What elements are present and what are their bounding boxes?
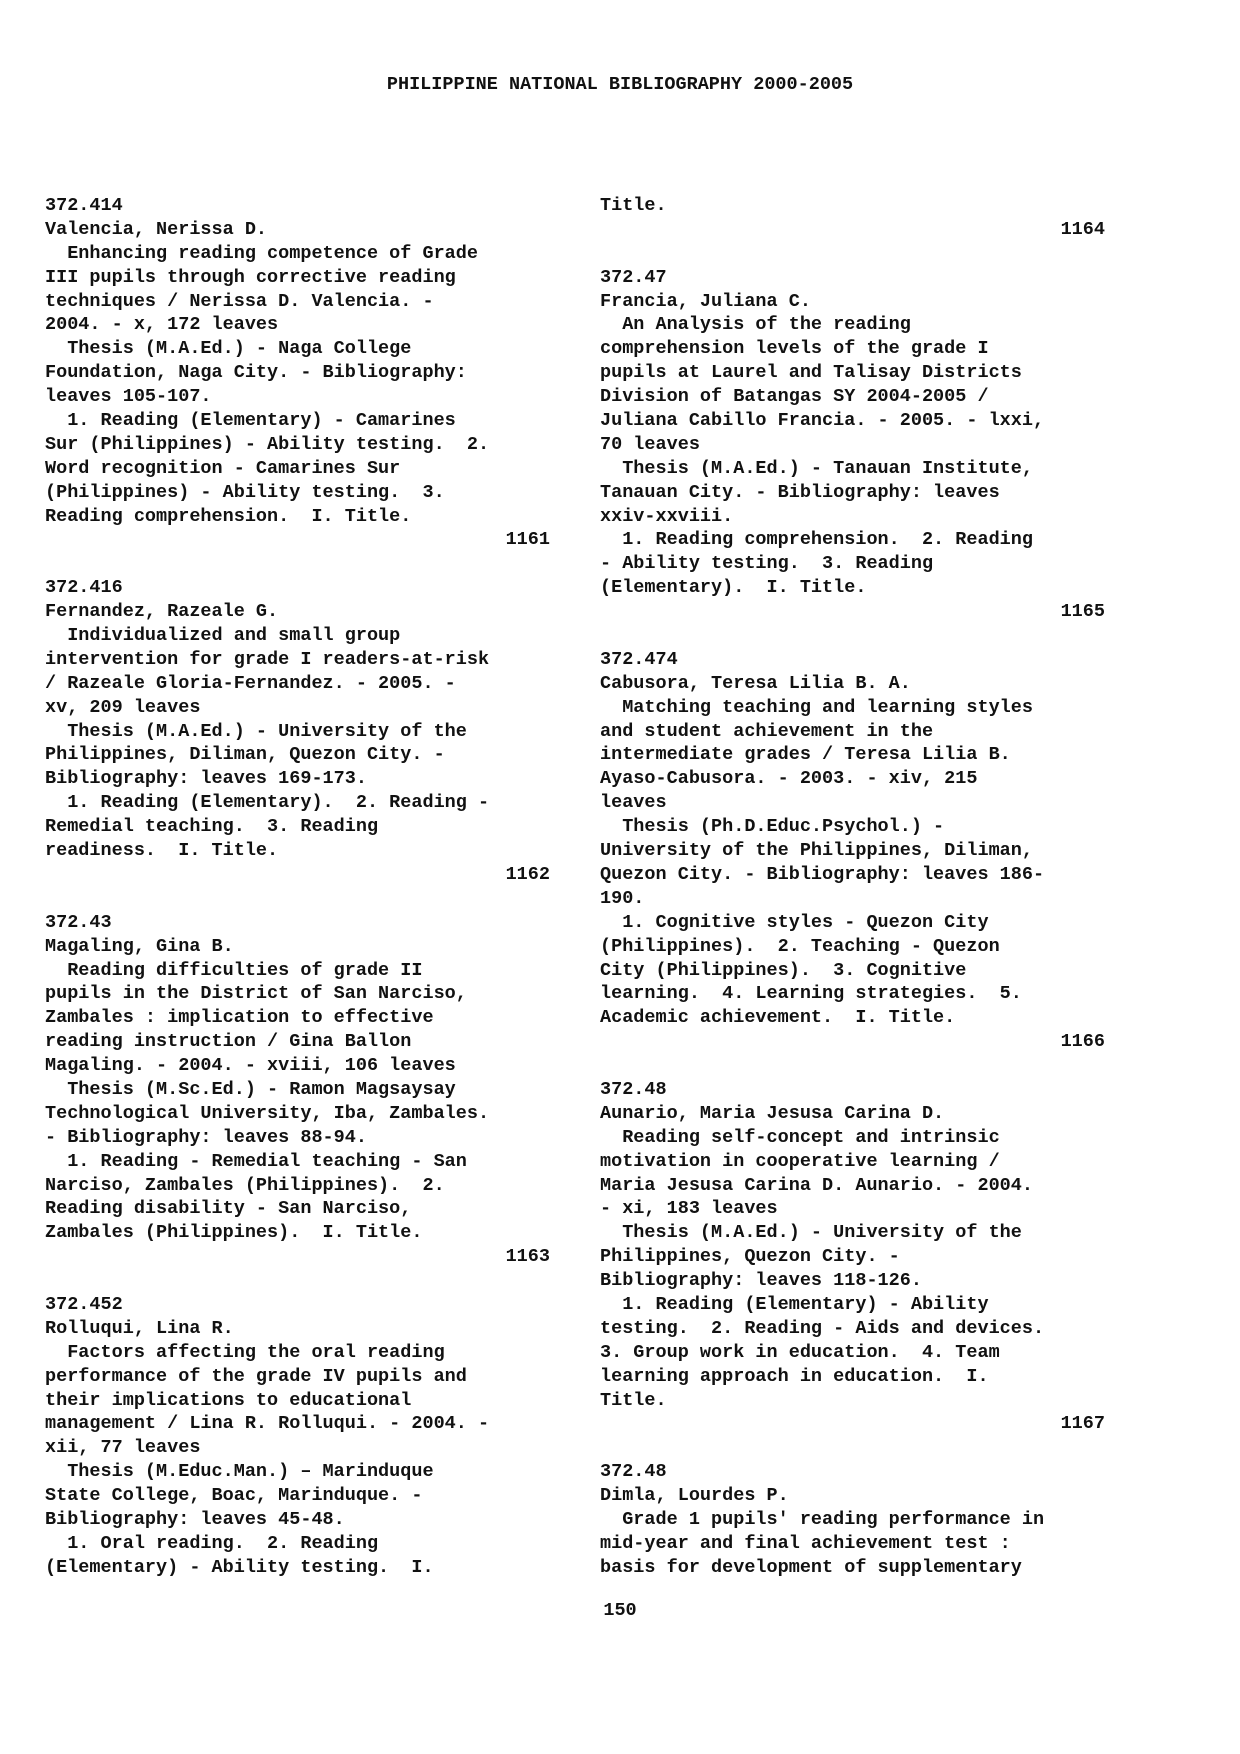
- entry-number: 1163: [505, 1246, 550, 1268]
- entry-line: Remedial teaching. 3. Reading: [45, 816, 379, 838]
- entry-line: 1. Reading (Elementary) - Camarines: [45, 410, 456, 432]
- entry-line: Reading disability - San Narciso,: [45, 1198, 412, 1220]
- entry-line: Thesis (M.A.Ed.) - Naga College: [45, 338, 412, 360]
- entry-line: (Philippines). 2. Teaching - Quezon: [600, 935, 1000, 957]
- entry-line: Thesis (M.A.Ed.) - Tanauan Institute,: [600, 457, 1033, 479]
- entry-separator: [45, 887, 550, 911]
- entry-line: 1. Reading (Elementary) - Ability: [600, 1293, 989, 1315]
- entry-line: pupils in the District of San Narciso,: [45, 983, 467, 1005]
- entry-line: Juliana Cabillo Francia. - 2005. - lxxi,: [600, 410, 1045, 432]
- entry-separator: [600, 1054, 1105, 1078]
- entry-line: Factors affecting the oral reading: [45, 1341, 445, 1363]
- entry-line: Aunario, Maria Jesusa Carina D.: [600, 1102, 945, 1124]
- entry-line: Matching teaching and learning styles: [600, 696, 1033, 718]
- entry-line: Zambales : implication to effective: [45, 1007, 434, 1029]
- entry-line: 1. Reading - Remedial teaching - San: [45, 1150, 467, 1172]
- entry-line: Rolluqui, Lina R.: [45, 1317, 234, 1339]
- entry-line: 372.474: [600, 648, 678, 670]
- entry-line: Magaling, Gina B.: [45, 935, 234, 957]
- entry-line: and student achievement in the: [600, 720, 934, 742]
- entry-line: An Analysis of the reading: [600, 314, 911, 336]
- entry-line: - Ability testing. 3. Reading: [600, 553, 934, 575]
- entry-line: reading instruction / Gina Ballon: [45, 1031, 412, 1053]
- entry-line: Tanauan City. - Bibliography: leaves: [600, 481, 1000, 503]
- entry-line: 190.: [600, 887, 645, 909]
- entry-number: 1161: [505, 529, 550, 551]
- entry-line: - xi, 183 leaves: [600, 1198, 778, 1220]
- entry-line: mid-year and final achievement test :: [600, 1532, 1011, 1554]
- entry-line: (Elementary). I. Title.: [600, 577, 867, 599]
- page-title: PHILIPPINE NATIONAL BIBLIOGRAPHY 2000-2005: [386, 74, 854, 95]
- entry-line: City (Philippines). 3. Cognitive: [600, 959, 967, 981]
- entry-line: Ayaso-Cabusora. - 2003. - xiv, 215: [600, 768, 978, 790]
- entry-line: testing. 2. Reading - Aids and devices.: [600, 1317, 1045, 1339]
- entry-line: intermediate grades / Teresa Lilia B.: [600, 744, 1011, 766]
- entry-line: basis for development of supplementary: [600, 1556, 1022, 1578]
- entry-line: xxiv-xxviii.: [600, 505, 734, 527]
- entry-line: intervention for grade I readers-at-risk: [45, 648, 490, 670]
- entry-line: Division of Batangas SY 2004-2005 /: [600, 386, 989, 408]
- entry-line: motivation in cooperative learning /: [600, 1150, 1000, 1172]
- entry-line: Fernandez, Razeale G.: [45, 601, 279, 623]
- entry-line: Francia, Juliana C.: [600, 290, 811, 312]
- entry-separator: [45, 1269, 550, 1293]
- entry-line: Dimla, Lourdes P.: [600, 1485, 789, 1507]
- entry-line: Thesis (M.Sc.Ed.) - Ramon Magsaysay: [45, 1078, 456, 1100]
- entry-line: 372.414: [45, 195, 123, 216]
- entry-separator: [600, 242, 1105, 266]
- entry-line: Sur (Philippines) - Ability testing. 2.: [45, 433, 490, 455]
- entry-line: 372.416: [45, 577, 123, 599]
- entry-line: 1. Oral reading. 2. Reading: [45, 1532, 379, 1554]
- entry-line: their implications to educational: [45, 1389, 412, 1411]
- entry-line: leaves 105-107.: [45, 386, 212, 408]
- entry-line: Individualized and small group: [45, 625, 401, 647]
- entry-line: 1. Cognitive styles - Quezon City: [600, 911, 989, 933]
- entry-line: performance of the grade IV pupils and: [45, 1365, 467, 1387]
- entry-line: Foundation, Naga City. - Bibliography:: [45, 362, 467, 384]
- entry-line: 372.48: [600, 1078, 667, 1100]
- entry-line: Academic achievement. I. Title.: [600, 1007, 956, 1029]
- entry-line: Reading difficulties of grade II: [45, 959, 423, 981]
- entry-line: Zambales (Philippines). I. Title.: [45, 1222, 423, 1244]
- entry-separator: [600, 1436, 1105, 1460]
- entry-number: 1166: [1060, 1031, 1105, 1053]
- entry-line: 372.43: [45, 911, 112, 933]
- entry-line: techniques / Nerissa D. Valencia. -: [45, 290, 434, 312]
- entry-line: readiness. I. Title.: [45, 840, 279, 862]
- entry-line: Maria Jesusa Carina D. Aunario. - 2004.: [600, 1174, 1033, 1196]
- entry-line: University of the Philippines, Diliman,: [600, 840, 1033, 862]
- entry-line: Title.: [600, 1389, 667, 1411]
- entry-line: xv, 209 leaves: [45, 696, 201, 718]
- entry-number: 1162: [505, 863, 550, 885]
- entry-line: Thesis (M.A.Ed.) - University of the: [45, 720, 467, 742]
- entry-line: Bibliography: leaves 45-48.: [45, 1508, 345, 1530]
- entry-number: 1165: [1060, 601, 1105, 623]
- entry-number: 1167: [1060, 1413, 1105, 1435]
- entry-line: 1. Reading (Elementary). 2. Reading -: [45, 792, 490, 814]
- entry-line: Bibliography: leaves 169-173.: [45, 768, 367, 790]
- entry-line: Word recognition - Camarines Sur: [45, 457, 401, 479]
- entry-line: Thesis (M.Educ.Man.) – Marinduque: [45, 1461, 434, 1483]
- entry-line: State College, Boac, Marinduque. -: [45, 1485, 423, 1507]
- left-column: [45, 194, 550, 1580]
- entry-line: (Elementary) - Ability testing. I.: [45, 1556, 434, 1578]
- entry-line: 70 leaves: [600, 433, 700, 455]
- entry-line: management / Lina R. Rolluqui. - 2004. -: [45, 1413, 490, 1435]
- entry-line: leaves: [600, 792, 667, 814]
- entry-line: Cabusora, Teresa Lilia B. A.: [600, 672, 911, 694]
- entry-line: Thesis (Ph.D.Educ.Psychol.) -: [600, 816, 945, 838]
- entry-line: 2004. - x, 172 leaves: [45, 314, 279, 336]
- entry-line: Narciso, Zambales (Philippines). 2.: [45, 1174, 445, 1196]
- entry-line: pupils at Laurel and Talisay Districts: [600, 362, 1022, 384]
- entry-line: / Razeale Gloria-Fernandez. - 2005. -: [45, 672, 456, 694]
- entry-line: 1. Reading comprehension. 2. Reading: [600, 529, 1033, 551]
- entry-line: - Bibliography: leaves 88-94.: [45, 1126, 367, 1148]
- entry-line: (Philippines) - Ability testing. 3.: [45, 481, 445, 503]
- entry-line: III pupils through corrective reading: [45, 266, 456, 288]
- entry-line: Thesis (M.A.Ed.) - University of the: [600, 1222, 1022, 1244]
- right-column: [600, 194, 1105, 1580]
- entry-line: xii, 77 leaves: [45, 1437, 201, 1459]
- entry-line: comprehension levels of the grade I: [600, 338, 989, 360]
- entry-line: Grade 1 pupils' reading performance in: [600, 1508, 1045, 1530]
- entry-line: 372.452: [45, 1293, 123, 1315]
- entry-line: Bibliography: leaves 118-126.: [600, 1270, 922, 1292]
- entry-line: 372.47: [600, 266, 667, 288]
- entry-line: Title.: [600, 195, 667, 216]
- entry-line: Reading comprehension. I. Title.: [45, 505, 412, 527]
- entry-line: Philippines, Diliman, Quezon City. -: [45, 744, 445, 766]
- entry-line: Magaling. - 2004. - xviii, 106 leaves: [45, 1055, 456, 1077]
- entry-separator: [45, 552, 550, 576]
- entry-line: 3. Group work in education. 4. Team: [600, 1341, 1000, 1363]
- entry-line: Technological University, Iba, Zambales.: [45, 1102, 490, 1124]
- entry-line: 372.48: [600, 1461, 667, 1483]
- entry-line: Philippines, Quezon City. -: [600, 1246, 900, 1268]
- entry-line: learning approach in education. I.: [600, 1365, 989, 1387]
- entry-line: Valencia, Nerissa D.: [45, 218, 268, 240]
- page-number: 150: [603, 1600, 637, 1621]
- entry-line: Reading self-concept and intrinsic: [600, 1126, 1000, 1148]
- entry-separator: [600, 624, 1105, 648]
- entry-line: Quezon City. - Bibliography: leaves 186-: [600, 863, 1045, 885]
- entry-line: Enhancing reading competence of Grade: [45, 242, 478, 264]
- entry-number: 1164: [1060, 218, 1105, 240]
- entry-line: learning. 4. Learning strategies. 5.: [600, 983, 1022, 1005]
